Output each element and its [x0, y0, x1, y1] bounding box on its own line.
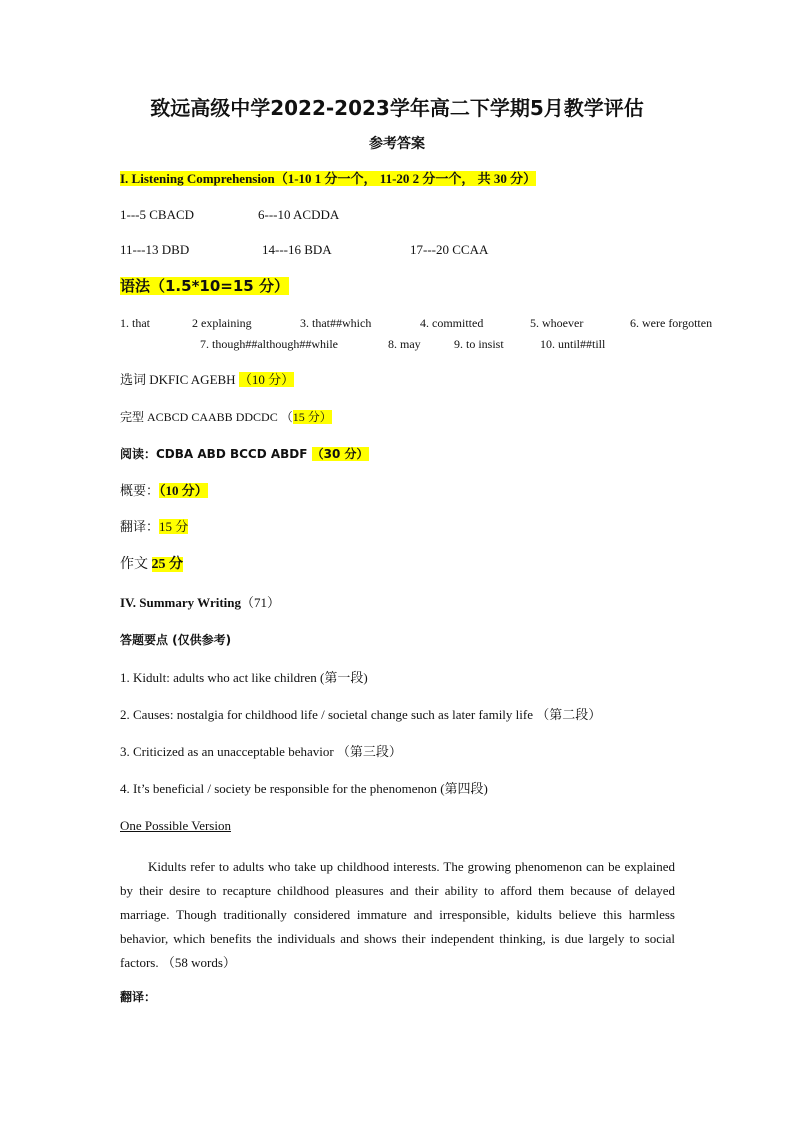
section-label: 概要： [120, 483, 160, 498]
points-heading: 答题要点 (仅供参考) [120, 633, 232, 647]
section-score: （10 分） [238, 372, 295, 387]
grammar-answer: 9. to insist [454, 337, 504, 351]
section-yuedu [120, 445, 369, 463]
section-score: （30 分） [311, 447, 369, 461]
grammar-answer: 2 explaining [192, 316, 252, 330]
section-label: 选词 DKFIC AGEBH [120, 372, 239, 387]
answer-group: 17---20 CCAA [410, 242, 489, 257]
grammar-answer: 1. that [120, 316, 150, 330]
version-label [120, 817, 231, 835]
grammar-heading [120, 277, 289, 295]
answer-group: 6---10 ACDDA [258, 207, 340, 222]
section-fanyi [120, 518, 188, 536]
section-zuowen [120, 556, 183, 574]
grammar-answer: 4. committed [420, 316, 484, 330]
grammar-answer: 7. though##although##while [200, 337, 338, 351]
section-label: 完型 ACBCD CAABB DDCDC （ [120, 410, 293, 424]
grammar-answer: 10. until##till [540, 337, 606, 351]
section-xuanci [120, 371, 294, 389]
section-score: （10 分） [159, 483, 208, 498]
document-title: 致远高级中学2022-2023学年高二下学期5月教学评估 [150, 96, 644, 120]
section-label: 翻译： [120, 519, 160, 534]
section-score: 25 分 [151, 557, 183, 572]
grammar-answer: 8. may [388, 337, 421, 351]
answer-group: 1---5 CBACD [120, 207, 195, 222]
listening-heading [120, 170, 536, 188]
version-label-text: One Possible Version [120, 818, 231, 833]
section-label: 阅读：CDBA ABD BCCD ABDF [120, 447, 312, 461]
translation-heading: 翻译： [120, 990, 157, 1004]
grammar-answer: 3. that##which [300, 316, 372, 330]
point-item: 2. Causes: nostalgia for childhood life / societal change such as later family life （第二段） [120, 707, 602, 722]
section-score: 15 分） [292, 410, 332, 424]
section-gaiyao [120, 482, 208, 500]
document-subtitle: 参考答案 [369, 136, 425, 152]
section-score: 15 分 [159, 519, 189, 534]
section-wanxing [120, 408, 332, 426]
grammar-answer: 6. were forgotten [630, 316, 713, 330]
answer-group: 14---16 BDA [262, 242, 332, 257]
summary-heading-text: IV. Summary Writing [120, 595, 241, 610]
summary-heading [120, 594, 280, 612]
grammar-answer: 5. whoever [530, 316, 584, 330]
answer-group: 11---13 DBD [120, 242, 190, 257]
point-item: 1. Kidult: adults who act like children (第一段) [120, 670, 368, 685]
section-label: 作文 [120, 557, 152, 572]
point-item: 3. Criticized as an unacceptable behavior （第三段） [120, 744, 402, 759]
listening-heading-text: I. Listening Comprehension（1-10 1 分一个， 11-20 2 分一个， 共 30 分） [120, 171, 537, 186]
version-paragraph: Kidults refer to adults who take up childhood interests. The growing phenomenon can be explained by their desire to recapture childhood pleasures and their ability to afford them because of delayed marriage. Though traditionally considered immature and irresponsible, kidults believe this harmless behavior, which benefits the individuals and shows their independent thinking, is due largely to social factors. （58 words） [120, 859, 675, 970]
grammar-heading-text: 语法（1.5*10=15 分） [120, 277, 289, 295]
point-item: 4. It’s beneficial / society be responsible for the phenomenon (第四段) [120, 781, 488, 796]
summary-heading-suffix: （71） [241, 595, 281, 610]
